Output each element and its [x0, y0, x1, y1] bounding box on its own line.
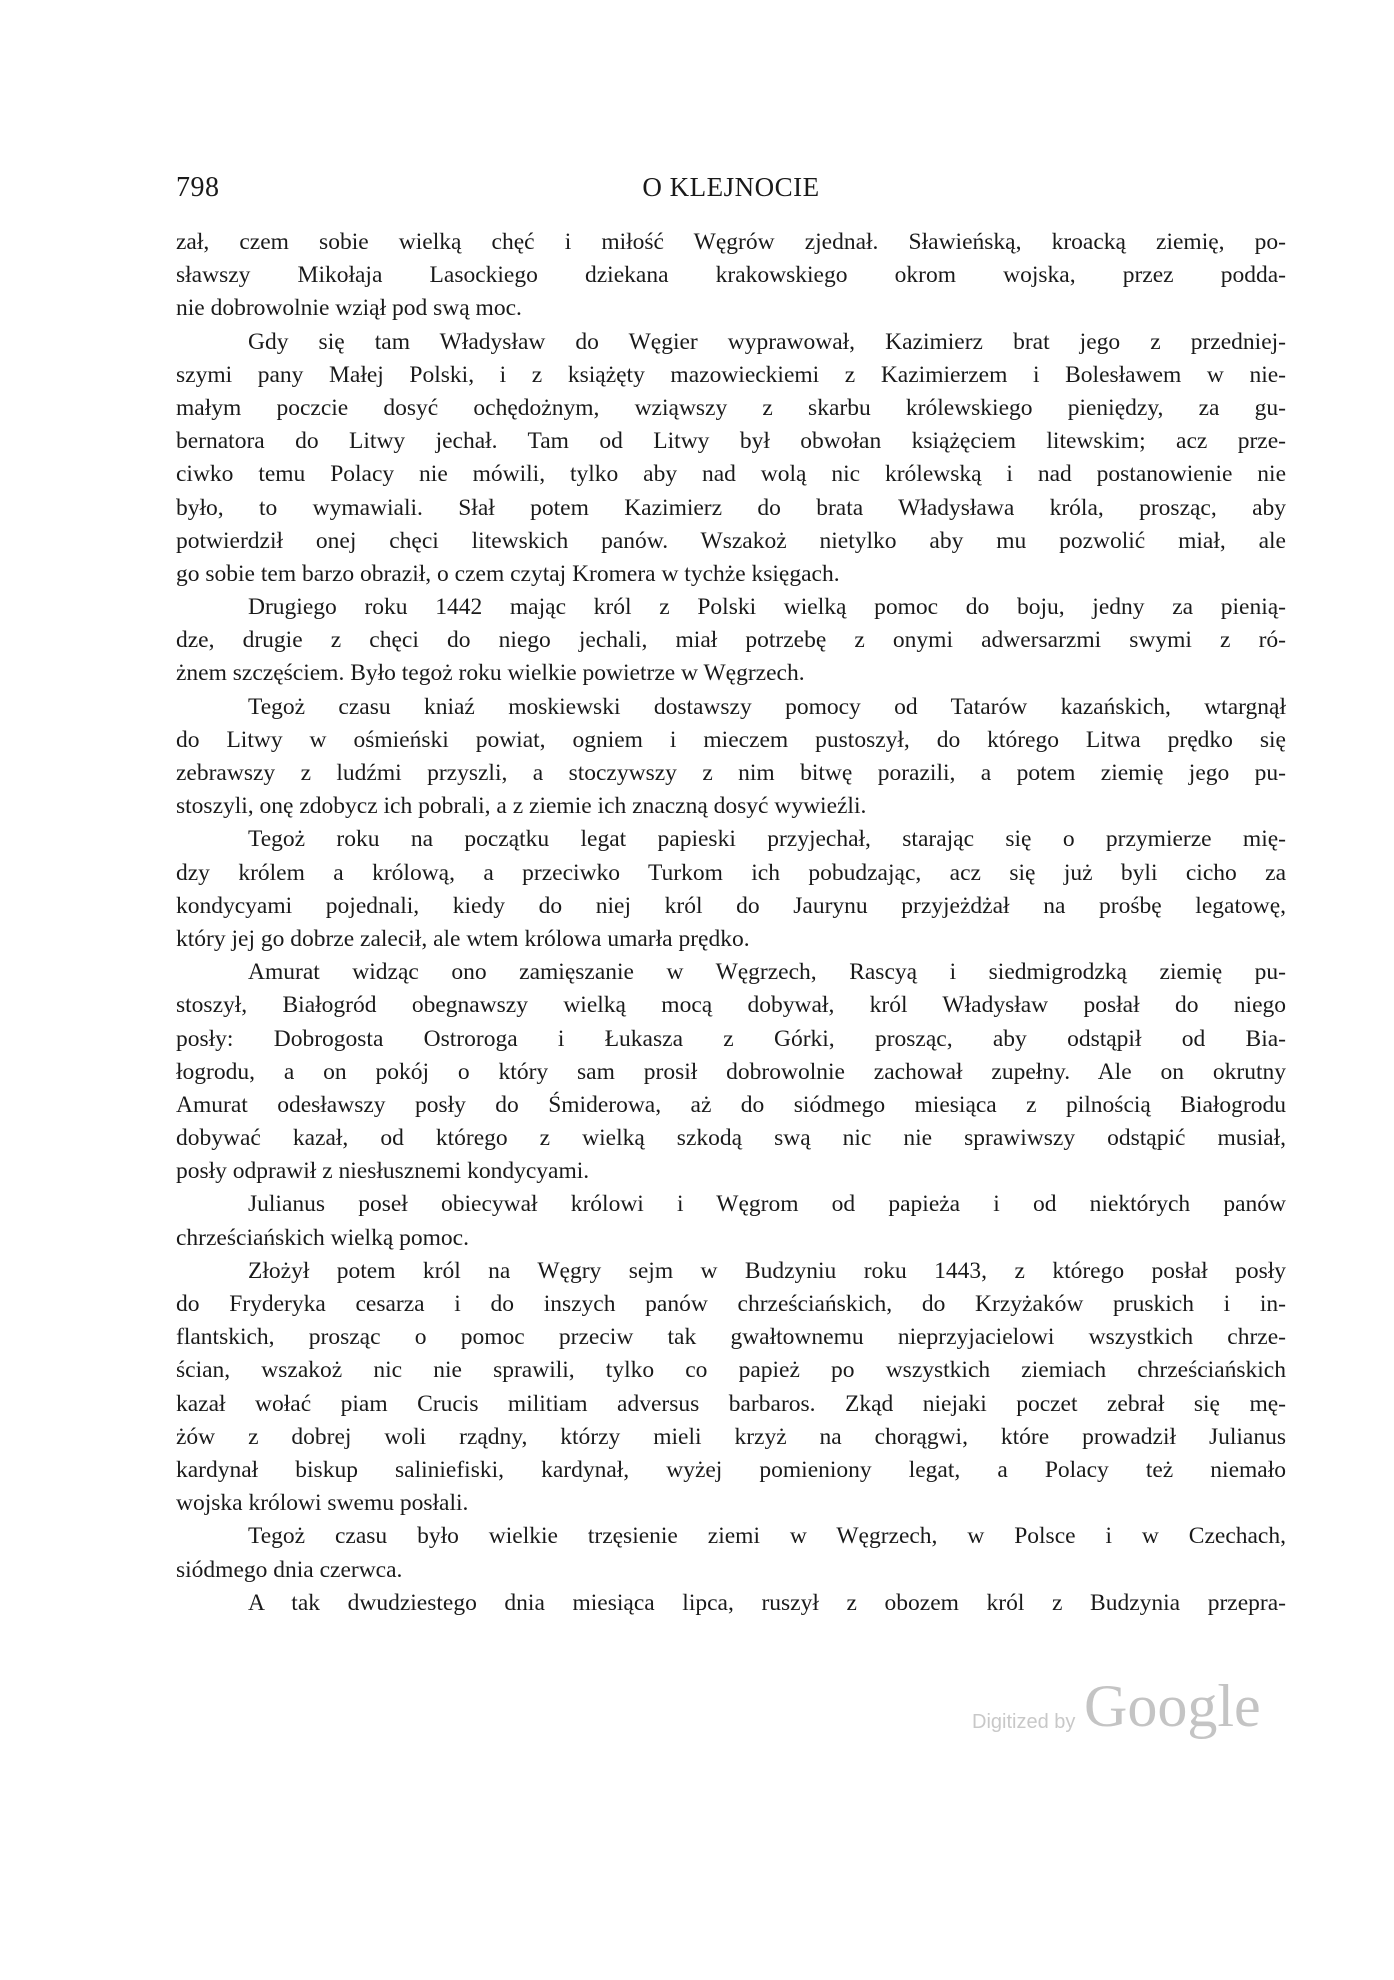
running-title: O KLEJNOCIE — [642, 172, 820, 202]
text-line: bernatora do Litwy jechał. Tam od Litwy był obwołan książęciem litewskim; acz prze- — [176, 428, 1286, 455]
text-line: wojska królowi swemu posłali. — [176, 1490, 469, 1517]
text-line: stoszyli, onę zdobycz ich pobrali, a z ziemie ich znaczną dosyć wywieźli. — [176, 793, 867, 820]
google-logo: Google — [1084, 1673, 1261, 1739]
text-line: nie dobrowolnie wziął pod swą moc. — [176, 295, 522, 322]
text-line: Amurat odesławszy posły do Śmiderowa, aż do siódmego miesiąca z pilnością Białogrodu — [176, 1091, 1286, 1118]
text-line: żnem szczęściem. Było tegoż roku wielkie powietrze w Węgrzech. — [176, 660, 805, 687]
text-line: posły: Dobrogosta Ostroroga i Łukasza z Górki, prosząc, aby odstąpił od Bia- — [176, 1025, 1286, 1052]
text-line: dobywać kazał, od którego z wielką szkodą swą nic nie sprawiwszy odstąpić musiał, — [176, 1125, 1286, 1152]
text-line: Tegoż czasu kniaź moskiewski dostawszy pomocy od Tatarów kazańskich, wtargnął — [248, 693, 1286, 720]
text-line: szymi pany Małej Polski, i z książęty mazowieckiemi z Kazimierzem i Bolesławem w nie- — [176, 361, 1286, 388]
text-line: Julianus poseł obiecywał królowi i Węgrom od papieża i od niektórych panów — [248, 1191, 1286, 1218]
text-line: sławszy Mikołaja Lasockiego dziekana krakowskiego okrom wojska, przez podda- — [176, 262, 1286, 289]
text-line: kazał wołać piam Crucis militiam adversus barbaros. Zkąd niejaki poczet zebrał się mę- — [176, 1390, 1286, 1417]
text-line: A tak dwudziestego dnia miesiąca lipca, ruszył z obozem król z Budzynia przepra- — [248, 1589, 1286, 1616]
page-number: 798 — [176, 172, 220, 203]
text-line: chrześciańskich wielką pomoc. — [176, 1224, 469, 1251]
text-line: flantskich, prosząc o pomoc przeciw tak gwałtownemu nieprzyjacielowi wszystkich chrze- — [176, 1324, 1286, 1351]
text-line: dze, drugie z chęci do niego jechali, miał potrzebę z onymi adwersarzmi swymi z ró- — [176, 627, 1286, 654]
text-line: Złożył potem król na Węgry sejm w Budzyniu roku 1443, z którego posłał posły — [248, 1257, 1286, 1284]
text-line: Tegoż czasu było wielkie trzęsienie ziemi w Węgrzech, w Polsce i w Czechach, — [248, 1523, 1286, 1550]
text-line: który jej go dobrze zalecił, ale wtem królowa umarła prędko. — [176, 925, 750, 952]
text-line: małym poczcie dosyć ochędożnym, wziąwszy z skarbu królewskiego pieniędzy, za gu- — [176, 394, 1286, 421]
text-line: go sobie tem barzo obraził, o czem czytaj Kromera w tychże księgach. — [176, 560, 840, 587]
text-line: ciwko temu Polacy nie mówili, tylko aby nad wolą nic królewską i nad postanowienie nie — [176, 461, 1286, 488]
text-line: stoszył, Białogród obegnawszy wielką mocą dobywał, król Władysław posłał do niego — [176, 992, 1286, 1019]
text-line: Tegoż roku na początku legat papieski przyjechał, starając się o przymierze mię- — [248, 826, 1286, 853]
text-line: zebrawszy z ludźmi przyszli, a stoczywszy z nim bitwę porazili, a potem ziemię jego pu- — [176, 760, 1286, 786]
text-line: Drugiego roku 1442 mając król z Polski wielką pomoc do boju, jedny za pienią- — [248, 594, 1286, 621]
text-line: Gdy się tam Władysław do Węgier wyprawował, Kazimierz brat jego z przedniej- — [248, 328, 1286, 355]
text-line: żów z dobrej woli rządny, którzy mieli krzyż na chorągwi, które prowadził Julianus — [176, 1423, 1286, 1450]
text-line: posły odprawił z niesłusznemi kondycyami. — [176, 1158, 590, 1185]
text-line: dzy królem a królową, a przeciwko Turkom ich pobudzając, acz się już byli cicho za — [176, 859, 1286, 886]
digitized-by-google-watermark — [972, 1668, 1292, 1748]
text-line: potwierdził onej chęci litewskich panów. Wszakoż nietylko aby mu pozwolić miał, ale — [176, 527, 1286, 554]
body-text — [176, 226, 1286, 1620]
text-line: siódmego dnia czerwca. — [176, 1556, 403, 1583]
text-line: ścian, wszakoż nic nie sprawili, tylko co papież po wszystkich ziemiach chrześciańskich — [176, 1357, 1286, 1384]
text-line: kondycyami pojednali, kiedy do niej król do Jaurynu przyjeżdżał na prośbę legatowę, — [176, 892, 1286, 919]
text-line: zał, czem sobie wielką chęć i miłość Węgrów zjednał. Sławieńską, kroacką ziemię, po- — [176, 229, 1286, 255]
text-line: kardynał biskup saliniefiski, kardynał, wyżej pomieniony legat, a Polacy też niemało — [176, 1456, 1286, 1483]
text-line: było, to wymawiali. Słał potem Kazimierz do brata Władysława króla, prosząc, aby — [176, 494, 1286, 521]
digitized-by-label: Digitized by — [972, 1711, 1076, 1733]
text-line: łogrodu, a on pokój o który sam prosił dobrowolnie zachował zupełny. Ale on okrutny — [176, 1058, 1286, 1085]
text-line: Amurat widząc ono zamięszanie w Węgrzech, Rascyą i siedmigrodzką ziemię pu- — [248, 959, 1286, 986]
running-head — [176, 172, 1286, 212]
text-line: do Fryderyka cesarza i do inszych panów chrześciańskich, do Krzyżaków pruskich i in- — [176, 1291, 1286, 1317]
text-line: do Litwy w ośmieński powiat, ogniem i mieczem pustoszył, do którego Litwa prędko się — [176, 726, 1286, 753]
